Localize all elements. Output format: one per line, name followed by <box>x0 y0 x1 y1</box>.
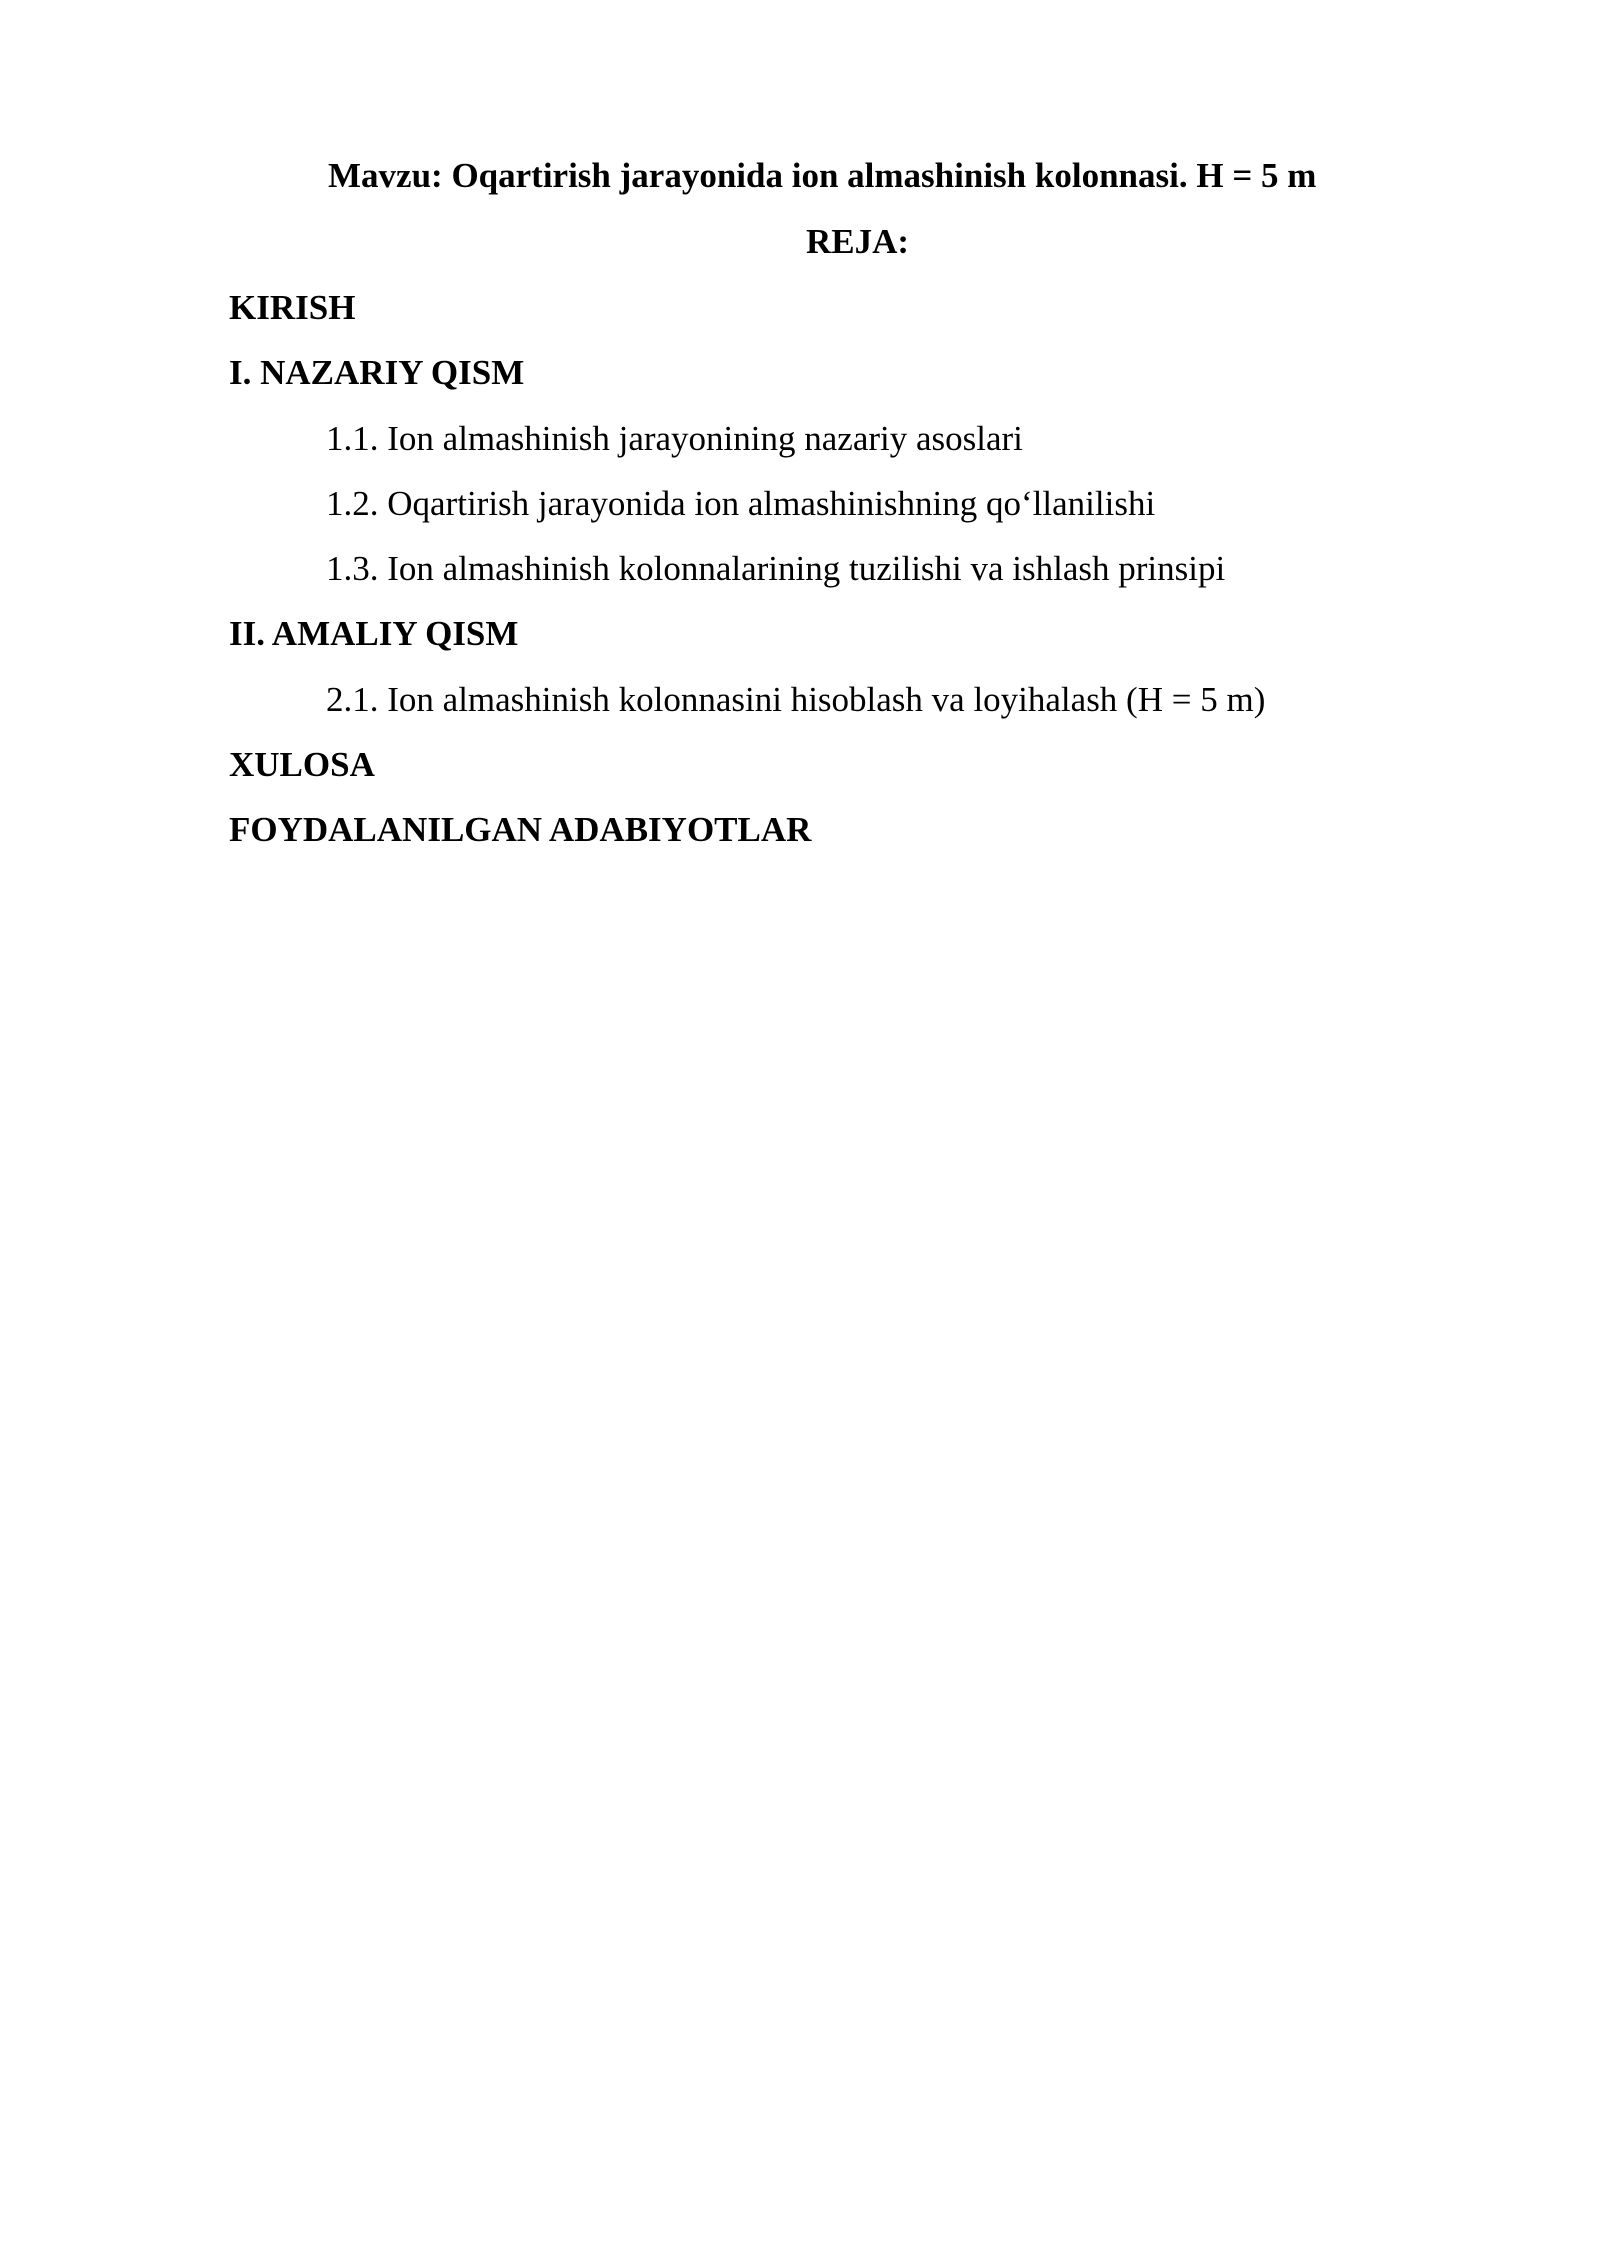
section1-item: 1.2. Oqartirish jarayonida ion almashinishning qo‘llanilishi <box>326 484 1156 523</box>
references-heading: FOYDALANILGAN ADABIYOTLAR <box>229 810 812 849</box>
section1-heading: I. NAZARIY QISM <box>229 353 525 392</box>
section2-heading: II. AMALIY QISM <box>229 614 519 653</box>
conclusion-heading: XULOSA <box>229 745 375 784</box>
section1-item: 1.3. Ion almashinish kolonnalarining tuzilishi va ishlash prinsipi <box>326 549 1226 588</box>
intro-heading: KIRISH <box>229 288 356 327</box>
section2-item: 2.1. Ion almashinish kolonnasini hisoblash va loyihalash (H = 5 m) <box>326 680 1266 719</box>
plan-heading: REJA: <box>806 222 910 261</box>
document-title: Mavzu: Oqartirish jarayonida ion almashinish kolonnasi. H = 5 m <box>328 156 1317 195</box>
section1-item: 1.1. Ion almashinish jarayonining nazariy asoslari <box>326 419 1023 458</box>
